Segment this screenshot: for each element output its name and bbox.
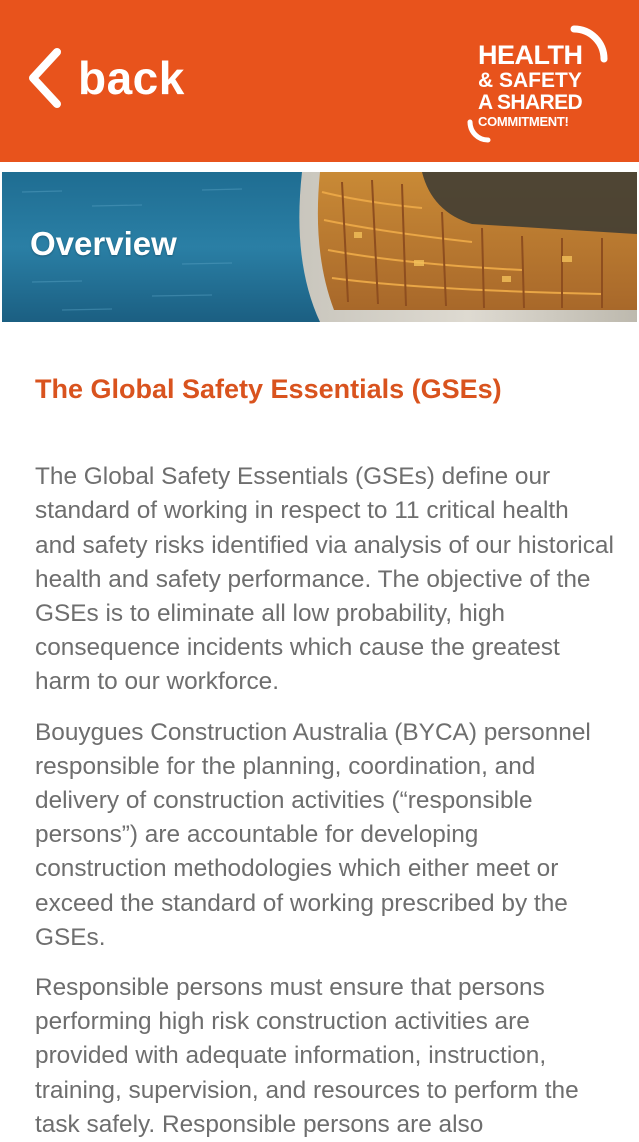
back-button-label: back xyxy=(78,52,185,104)
app-header xyxy=(0,0,639,162)
chevron-left-icon xyxy=(24,46,64,110)
back-button[interactable] xyxy=(24,40,185,116)
paragraph-3: Responsible persons must ensure that persons performing high risk construction activities are provided with adequate information, instruction, training, supervision, and resources to perform the task safely. Responsible persons are also xyxy=(35,973,579,1138)
logo-line-2: & SAFETY xyxy=(478,69,582,92)
header-separator xyxy=(0,162,639,172)
overview-banner xyxy=(2,172,637,322)
paragraph-2: Bouygues Construction Australia (BYCA) personnel responsible for the planning, coordination, and delivery of construction activities (“responsible persons”) are accountable for developing construction methodologies which either meet or exceed the standard of working prescribed by the GSEs. xyxy=(35,718,591,951)
article-content xyxy=(35,372,615,1142)
logo-line-1: HEALTH xyxy=(478,40,583,70)
paragraph-1: The Global Safety Essentials (GSEs) define our standard of working in respect to 11 critical health and safety risks identified via analysis of our historical health and safety performance. The objective of the GSEs is to eliminate all low probability, high consequence incidents which cause the greatest harm to our workforce. xyxy=(35,463,614,696)
health-safety-logo xyxy=(462,20,614,144)
page-title: Overview xyxy=(30,225,177,262)
logo-line-3: A SHARED xyxy=(478,91,583,114)
section-title: The Global Safety Essentials (GSEs) xyxy=(35,374,502,404)
logo-text xyxy=(478,42,583,128)
logo-line-4: COMMITMENT! xyxy=(478,114,569,129)
